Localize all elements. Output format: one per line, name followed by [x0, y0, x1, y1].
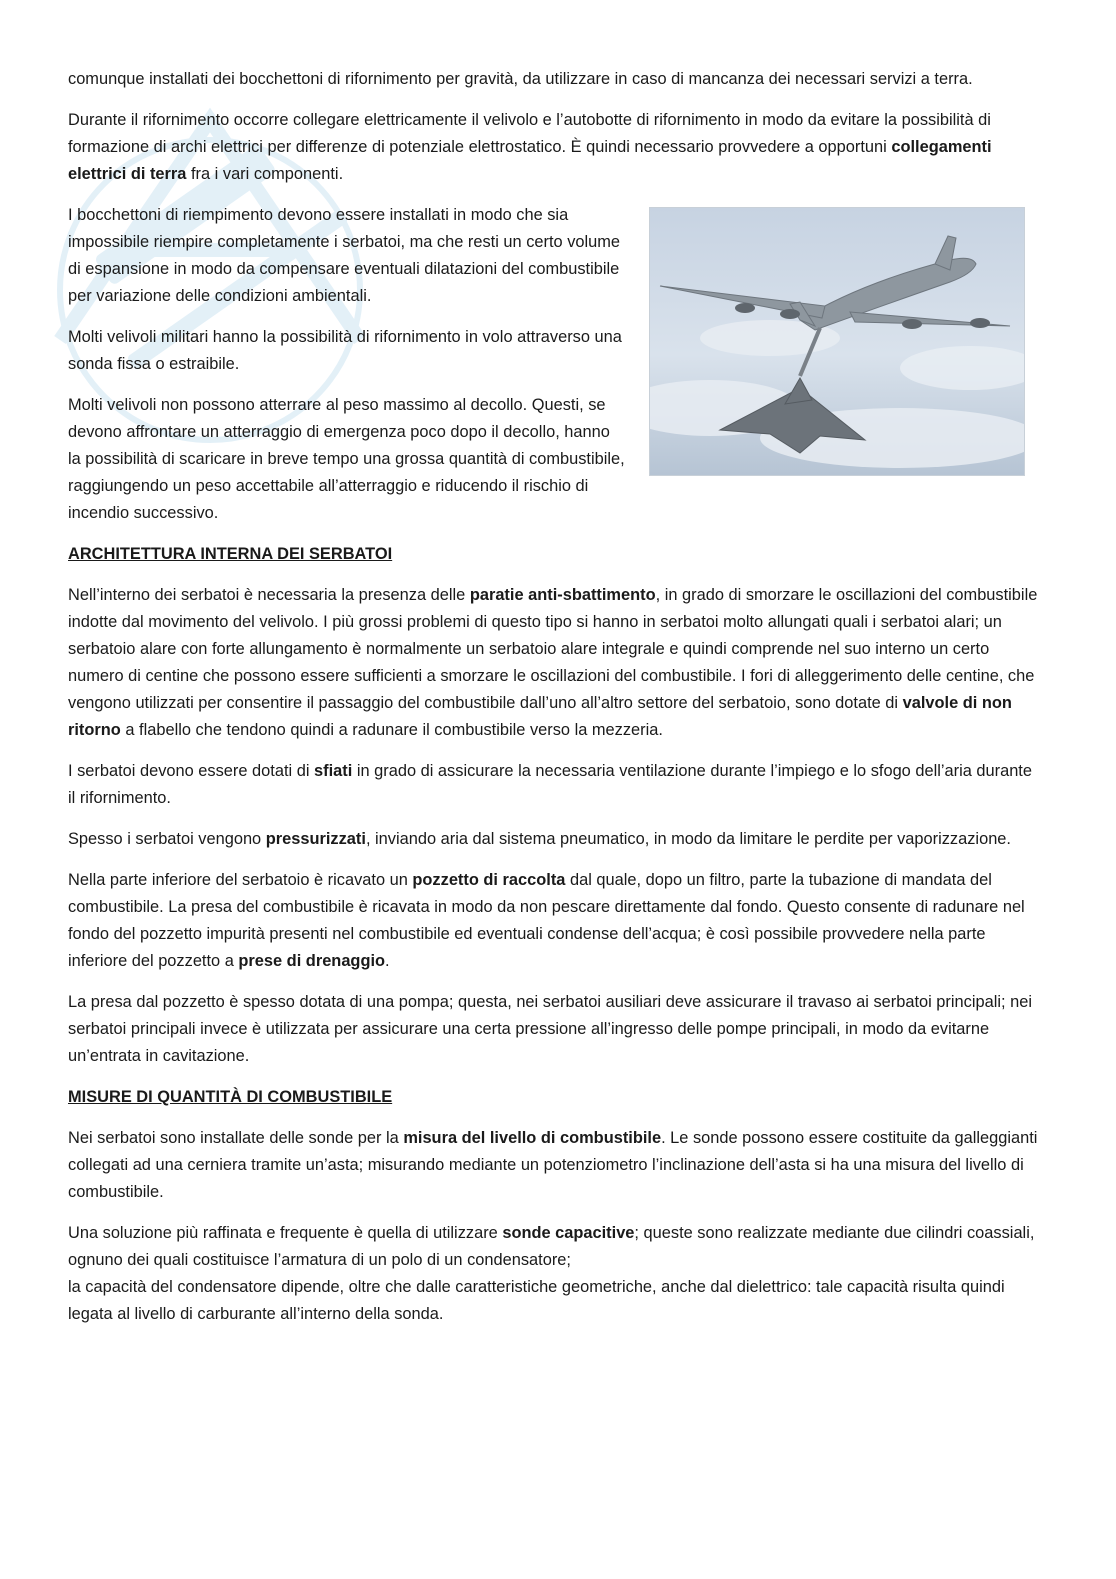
- aerial-refueling-photo-icon: [650, 208, 1024, 475]
- paragraph-section2-b: Una soluzione più raffinata e frequente è quella di utilizzare sonde capacitive; queste sono realizzate mediante due cilindri coassiali, ognuno dei quali costituisce l’armatura di un polo di un condensatore; la capacità del condensatore dipende, oltre che dalle caratteristiche geometriche, anche dal dielettrico: tale capacità risulta quindi legata al livello di carburante all’interno della sonda.: [68, 1224, 1035, 1323]
- paragraph-section1-b: I serbatoi devono essere dotati di sfiati in grado di assicurare la necessaria ventilazione durante l’impiego e lo sfogo dell’aria durante il rifornimento.: [68, 762, 1032, 807]
- paragraph-section1-e: La presa dal pozzetto è spesso dotata di una pompa; questa, nei serbatoi ausiliari deve assicurare il travaso ai serbatoi principali; nei serbatoi principali invece è utilizzata per assicurare una certa pressione all’ingresso delle pompe principali, in modo da evitarne un’entrata in cavitazione.: [68, 993, 1032, 1065]
- paragraph-3: I bocchettoni di riempimento devono essere installati in modo che sia impossibile riempire completamente i serbatoi, ma che resti un certo volume di espansione in modo da compensare eventuali dilatazioni del combustibile per variazione delle condizioni ambientali.: [68, 206, 621, 305]
- paragraph-section2-a: Nei serbatoi sono installate delle sonde per la misura del livello di combustibile. Le sonde possono essere costituite da galleggianti collegati ad una cerniera tramite un’asta; misurando mediante un potenziometro l’inclinazione dell’asta si ha una misura del livello di combustibile.: [68, 1129, 1038, 1201]
- document-page: [68, 66, 1043, 1342]
- paragraph-5: Molti velivoli non possono atterrare al peso massimo al decollo. Questi, se devono affrontare un atterraggio di emergenza poco dopo il decollo, hanno la possibilità di scaricare in breve tempo una grossa quantità di combustibile, raggiungendo un peso accettabile all’atterraggio e riducendo il rischio di incendio successivo.: [68, 396, 625, 522]
- section-heading-misure: MISURE DI QUANTITÀ DI COMBUSTIBILE: [68, 1088, 393, 1106]
- paragraph-section1-c: Spesso i serbatoi vengono pressurizzati, inviando aria dal sistema pneumatico, in modo da limitare le perdite per vaporizzazione.: [68, 830, 1011, 848]
- paragraph-1: comunque installati dei bocchettoni di rifornimento per gravità, da utilizzare in caso di mancanza dei necessari servizi a terra.: [68, 70, 973, 88]
- paragraph-section1-a: Nell’interno dei serbatoi è necessaria la presenza delle paratie anti-sbattimento, in grado di smorzare le oscillazioni del combustibile indotte dal movimento del velivolo. I più grossi problemi di questo tipo si hanno in serbatoi molto allungati quali i serbatoi alari; un serbatoio alare con forte allungamento è normalmente un serbatoio alare integrale e quindi comprende nel suo interno un certo numero di centine che possono essere sufficienti a smorzare le oscillazioni del combustibile. I fori di alleggerimento delle centine, che vengono utilizzati per consentire il passaggio del combustibile dall’uno all’altro settore del serbatoio, sono dotate di valvole di non ritorno a flabello che tendono quindi a radunare il combustibile verso la mezzeria.: [68, 586, 1038, 739]
- bold-term: collegamenti elettrici di terra: [68, 138, 992, 183]
- section-heading-architettura: ARCHITETTURA INTERNA DEI SERBATOI: [68, 545, 393, 563]
- paragraph-2: Durante il rifornimento occorre collegare elettricamente il velivolo e l’autobotte di rifornimento in modo da evitare la possibilità di formazione di archi elettrici per differenze di potenziale elettrostatico. È quindi necessario provvedere a opportuni collegamenti elettrici di terra fra i vari componenti.: [68, 111, 992, 183]
- aerial-refueling-photo: [649, 207, 1025, 476]
- paragraph-section1-d: Nella parte inferiore del serbatoio è ricavato un pozzetto di raccolta dal quale, dopo un filtro, parte la tubazione di mandata del combustibile. La presa del combustibile è ricavata in modo da non pescare direttamente dal fondo. Questo consente di radunare nel fondo del pozzetto impurità presenti nel combustibile ed eventuali condense dell’acqua; è così possibile provvedere nella parte inferiore del pozzetto a prese di drenaggio.: [68, 871, 1025, 970]
- paragraph-4: Molti velivoli militari hanno la possibilità di rifornimento in volo attraverso una sonda fissa o estraibile.: [68, 328, 622, 373]
